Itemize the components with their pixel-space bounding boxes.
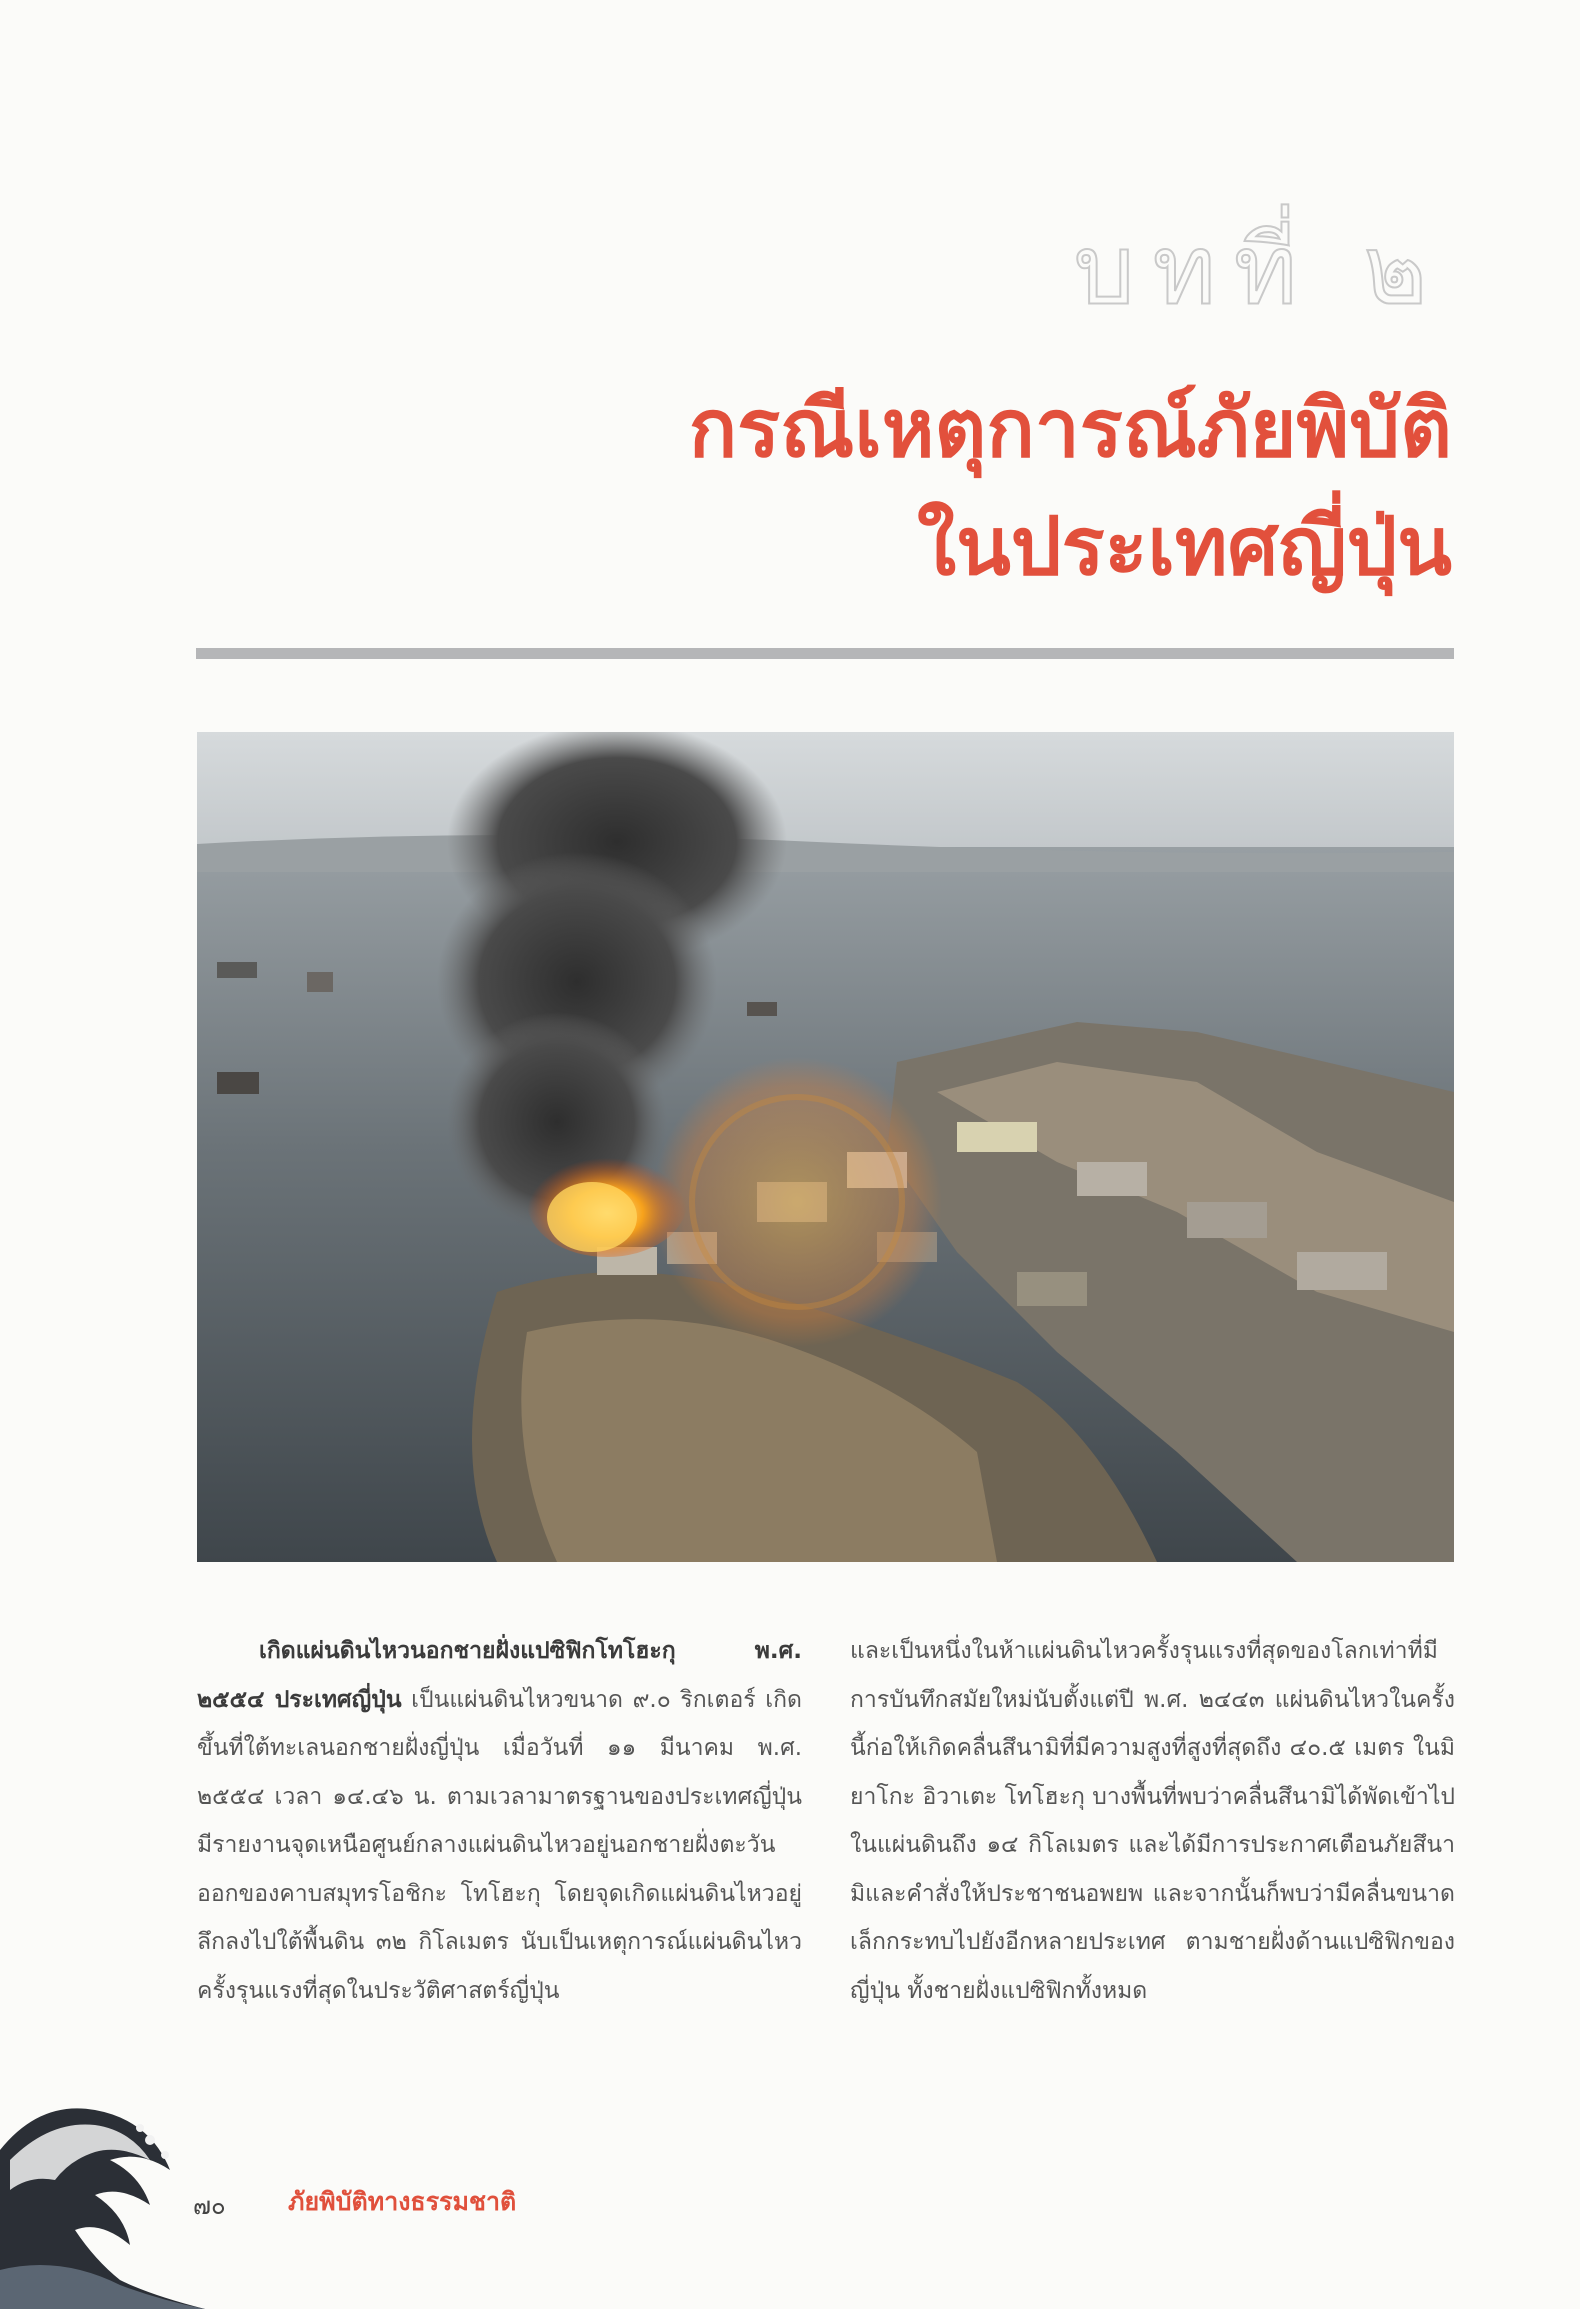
chapter-title (352, 370, 1452, 606)
chapter-title-line-2: ในประเทศญี่ปุ่น (917, 500, 1452, 593)
chapter-title-line-1: กรณีเหตุการณ์ภัยพิบัติ (688, 382, 1452, 475)
page-number: ๗๐ (193, 2192, 226, 2220)
paragraph-left-text: เป็นแผ่นดินไหวขนาด ๙.๐ ริกเตอร์ เกิดขึ้นที่ใต้ทะเลนอกชายฝั่งญี่ปุ่น เมื่อวันที่ ๑๑ มีนาคม พ.ศ. ๒๕๕๔ เวลา ๑๔.๔๖ น. ตามเวลามาตรฐานของประเทศญี่ปุ่น มีรายงานจุดเหนือศูนย์กลางแผ่นดินไหวอยู่นอกชายฝั่งตะวันออกของคาบสมุทรโอชิกะ โทโฮะกุ โดยจุดเกิดแผ่นดินไหวอยู่ลึกลงไปใต้พื้นดิน ๓๒ กิโลเมตร นับเป็นเหตุการณ์แผ่นดินไหวครั้งรุนแรงที่สุดในประวัติศาสตร์ญี่ปุ่น (197, 1686, 802, 2004)
thai-emblem-seal-icon (652, 1057, 942, 1347)
tsunami-aerial-photo (197, 732, 1454, 1562)
photo-illustration (197, 732, 1454, 1562)
title-divider (196, 648, 1454, 659)
chapter-label: บทที่ ๒ (1073, 214, 1445, 326)
paragraph-left (197, 1627, 802, 2015)
footer-book-title: ภัยพิบัติทางธรรมชาติ (288, 2187, 517, 2216)
body-column-left (197, 1627, 802, 2015)
lead-bold-text: เกิดแผ่นดินไหวนอกชายฝั่งแปซิฟิกโทโฮะกุ พ.ศ. ๒๕๕๔ ประเทศญี่ปุ่น (197, 1638, 802, 1713)
body-column-right (850, 1627, 1455, 2015)
great-wave-icon (0, 2080, 205, 2309)
paragraph-right: และเป็นหนึ่งในห้าแผ่นดินไหวครั้งรุนแรงที่สุดของโลกเท่าที่มีการบันทึกสมัยใหม่นับตั้งแต่ปี พ.ศ. ๒๔๔๓ แผ่นดินไหวในครั้งนี้ก่อให้เกิดคลื่นสึนามิที่มีความสูงที่สูงที่สุดถึง ๔๐.๕ เมตร ในมิยาโกะ อิวาเตะ โทโฮะกุ บางพื้นที่พบว่าคลื่นสึนามิได้พัดเข้าไปในแผ่นดินถึง ๑๔ กิโลเมตร และได้มีการประกาศเตือนภัยสึนามิและคำสั่งให้ประชาชนอพยพ และจากนั้นก็พบว่ามีคลื่นขนาดเล็กกระทบไปยังอีกหลายประเทศ ตามชายฝั่งด้านแปซิฟิกของญี่ปุ่น ทั้งชายฝั่งแปซิฟิกทั้งหมด (850, 1638, 1455, 2004)
